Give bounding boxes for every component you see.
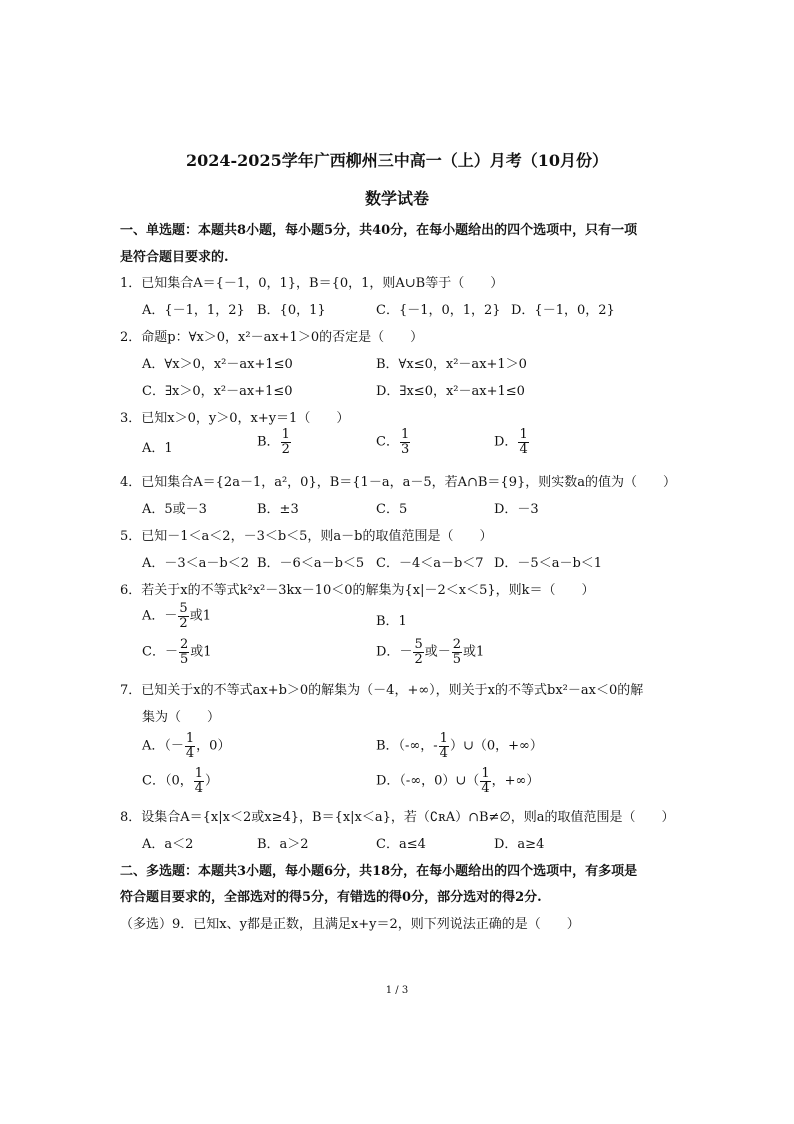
question-3-stem: 3．已知x＞0，y＞0，x+y＝1（ ） [120,411,350,426]
document-title: 2024-2025学年广西柳州三中高一（上）月考（10月份） [186,151,608,170]
question-6-option-a: A．－ $\frac{5}{2}$ 或1 [142,601,211,631]
question-7-option-d: D．（-∞，0）∪（ $\frac{1}{4}$ ，+∞） [376,766,540,796]
question-6-option-b: B．1 [376,614,407,629]
question-7-option-c: C．（0， $\frac{1}{4}$ ） [142,766,219,796]
question-7-option-a: A．（－ $\frac{1}{4}$ ，0） [142,731,231,761]
question-3-option-d: D． $\frac{1}{4}$ [494,427,528,457]
document-subtitle: 数学试卷 [364,189,429,208]
question-4-option-c: C．5 [376,502,408,517]
page-number: 1 / 3 [385,985,409,996]
question-6-option-d: D．－ $\frac{5}{2}$ 或－ $\frac{2}{5}$ 或1 [376,637,485,667]
question-1-option-d: D．{－1，0，2} [511,303,615,318]
question-6-option-c: C．－ $\frac{2}{5}$ 或1 [142,637,212,667]
question-2-option-b: B．∀x≤0，x²－ax+1＞0 [376,357,527,372]
question-5-option-a: A．－3＜a－b＜2 [142,556,250,571]
question-4-stem: 4．已知集合A＝{2a－1，a²，0}，B＝{1－a，a－5，若A∩B＝{9}，则实数a的值为（ ） [120,475,676,490]
question-5-option-c: C．－4＜a－b＜7 [376,556,484,571]
question-4-option-a: A．5或－3 [142,502,207,517]
question-9-stem: （多选）9．已知x、y都是正数，且满足x+y＝2，则下列说法正确的是（ ） [120,917,580,932]
question-2-stem: 2．命题p：∀x＞0，x²－ax+1＞0的否定是（ ） [120,330,424,345]
question-7-option-b: B．（-∞，- $\frac{1}{4}$ ）∪（0，+∞） [376,731,543,761]
question-3-option-b: B． $\frac{1}{2}$ [257,427,290,457]
question-7-stem-line-2: 集为（ ） [142,710,221,725]
question-1-stem: 1．已知集合A＝{－1，0，1}，B＝{0，1，则A∪B等于（ ） [120,276,504,291]
question-8-option-b: B．a＞2 [257,837,309,852]
question-8-option-a: A．a＜2 [142,837,194,852]
question-2-option-c: C．∃x＞0，x²－ax+1≤0 [142,384,293,399]
question-8-option-c: C．a≤4 [376,837,426,852]
section-1-header-line-2: 是符合题目要求的. [120,250,229,265]
question-7-stem-line-1: 7．已知关于x的不等式ax+b＞0的解集为（－4，+∞），则关于x的不等式bx²－ax＜0的解 [120,683,644,698]
question-6-stem: 6．若关于x的不等式k²x²－3kx－10＜0的解集为{x|－2＜x＜5}，则k＝（ ） [120,583,595,598]
question-5-option-b: B．－6＜a－b＜5 [257,556,365,571]
question-2-option-d: D．∃x≤0，x²－ax+1≤0 [376,384,525,399]
section-1-header-line-1: 一、单选题：本题共8小题，每小题5分，共40分，在每小题给出的四个选项中，只有一项 [120,223,638,238]
question-3-option-a: A．1 [142,441,173,456]
question-4-option-b: B．±3 [257,502,299,517]
section-2-header-line-2: 符合题目要求的，全部选对的得5分，有错选的得0分，部分选对的得2分. [120,890,542,905]
question-1-option-b: B．{0，1} [257,303,326,318]
question-8-option-d: D．a≥4 [494,837,545,852]
section-2-header-line-1: 二、多选题：本题共3小题，每小题6分，共18分，在每小题给出的四个选项中，有多项是 [120,864,638,879]
question-8-stem: 8．设集合A＝{x|x＜2或x≥4}，B＝{x|x＜a}，若（∁ʀA）∩B≠∅，则a的取值范围是（ ） [120,810,675,825]
question-5-option-d: D．－5＜a－b＜1 [494,556,603,571]
question-1-option-a: A．{－1，1，2} [142,303,245,318]
question-4-option-d: D．－3 [494,502,539,517]
question-2-option-a: A．∀x＞0，x²－ax+1≤0 [142,357,293,372]
question-5-stem: 5．已知－1＜a＜2，－3＜b＜5，则a－b的取值范围是（ ） [120,529,493,544]
question-3-option-c: C． $\frac{1}{3}$ [376,427,410,457]
question-1-option-c: C．{－1，0，1，2} [376,303,501,318]
